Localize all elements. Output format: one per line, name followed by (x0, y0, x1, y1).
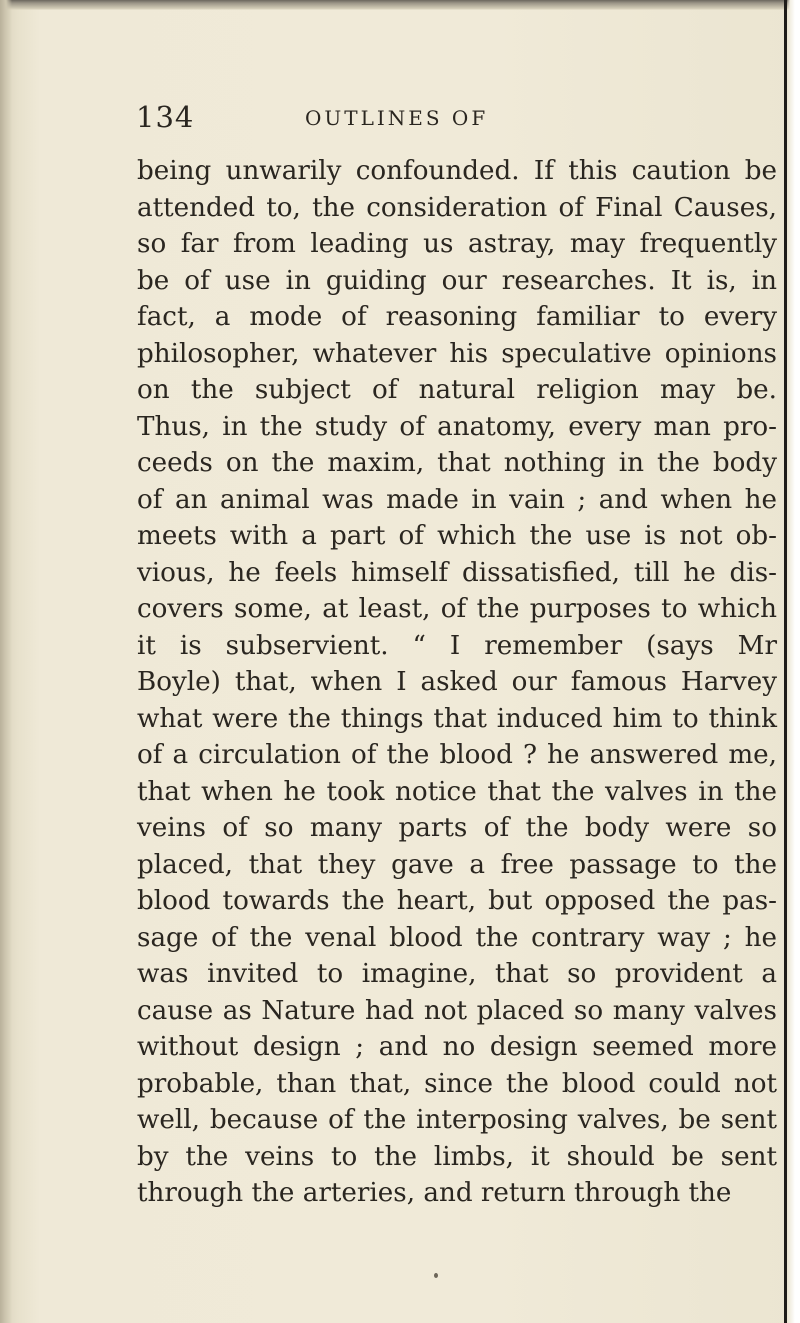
text-line: placed, that they gave a free passage to the (137, 849, 777, 880)
text-line: cause as Nature had not placed so many valves (137, 995, 777, 1026)
text-line: Boyle) that, when I asked our famous Harvey (137, 667, 777, 697)
text-line: of an animal was made in vain ; and when he (137, 484, 777, 515)
text-line: what were the things that induced him to think (137, 703, 777, 734)
text-line: veins of so many parts of the body were so (137, 813, 777, 843)
text-line: was invited to imagine, that so provident a (137, 959, 777, 989)
page-header (0, 92, 800, 152)
text-line: probable, than that, since the blood could not (137, 1068, 777, 1099)
page-right-edge (784, 0, 800, 1323)
text-line: vious, he feels himself dissatisfied, till he dis- (137, 557, 777, 588)
page-number: 134 (136, 100, 195, 134)
ink-speck (434, 1273, 438, 1278)
running-head: OUTLINES OF (305, 106, 489, 130)
text-line: well, because of the interposing valves, be sent (137, 1105, 777, 1135)
text-line: blood towards the heart, but opposed the pas- (137, 886, 777, 916)
text-line: philosopher, whatever his speculative opinions (137, 338, 777, 369)
text-line: sage of the venal blood the contrary way ; he (137, 922, 777, 953)
text-line: attended to, the consideration of Final Causes, (137, 192, 777, 223)
text-line: it is subservient. “ I remember (says Mr (137, 630, 777, 661)
text-line: being unwarily confounded. If this caution be (137, 156, 777, 186)
page-top-edge (0, 0, 800, 10)
text-line: ceeds on the maxim, that nothing in the body (137, 448, 777, 478)
body-text (137, 153, 777, 1212)
text-line: by the veins to the limbs, it should be sent (137, 1141, 777, 1172)
text-line: through the arteries, and return through the (137, 1178, 732, 1208)
text-line: on the subject of natural religion may be. (137, 375, 777, 405)
text-line: meets with a part of which the use is not ob- (137, 521, 777, 551)
text-line: covers some, at least, of the purposes to which (137, 594, 777, 624)
text-line: be of use in guiding our researches. It is, in (137, 265, 777, 296)
text-line: fact, a mode of reasoning familiar to every (137, 302, 777, 332)
text-line: that when he took notice that the valves in the (137, 776, 777, 807)
text-line: of a circulation of the blood ? he answered me, (137, 740, 777, 770)
text-line: Thus, in the study of anatomy, every man pro- (137, 411, 777, 442)
page-binding-edge (0, 0, 12, 1323)
text-line: without design ; and no design seemed more (137, 1032, 777, 1062)
text-line: so far from leading us astray, may frequently (137, 229, 777, 259)
